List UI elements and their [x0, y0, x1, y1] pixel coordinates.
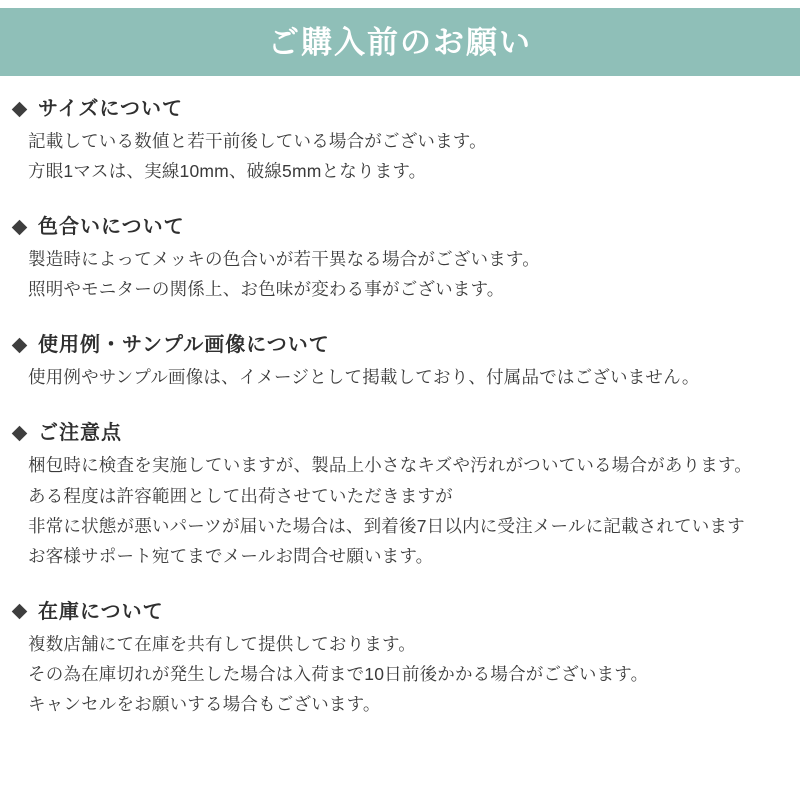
- section-body: [14, 362, 786, 392]
- section-header: [14, 76, 786, 120]
- diamond-bullet-icon: [12, 101, 28, 117]
- body-line: 照明やモニターの関係上、お色味が変わる事がございます。: [28, 279, 505, 300]
- body-line: キャンセルをお願いする場合もございます。: [28, 694, 381, 715]
- body-line: 使用例やサンプル画像は、イメージとして掲載しており、付属品ではございません。: [28, 367, 700, 388]
- section-body: [14, 629, 786, 719]
- body-line: 製造時によってメッキの色合いが若干異なる場合がございます。: [28, 249, 540, 270]
- section-body: [14, 244, 786, 304]
- notice-section: [14, 579, 786, 719]
- diamond-bullet-icon: [12, 426, 28, 442]
- body-line: 複数店舗にて在庫を共有して提供しております。: [28, 633, 416, 654]
- section-title: 在庫について: [38, 600, 164, 623]
- section-title: 使用例・サンプル画像について: [38, 334, 330, 357]
- body-line: 方眼1マスは、実線10mm、破線5mmとなります。: [28, 161, 427, 182]
- section-title: サイズについて: [38, 98, 183, 120]
- section-header: [14, 400, 786, 444]
- body-line: 梱包時に検査を実施していますが、製品上小さなキズや汚れがついている場合があります。: [28, 455, 752, 476]
- section-header: [14, 579, 786, 623]
- section-title: 色合いについて: [38, 216, 185, 239]
- notice-section: [14, 194, 786, 304]
- section-body: [14, 126, 786, 186]
- body-line: お客様サポート宛てまでメールお問合せ願います。: [28, 545, 434, 566]
- body-line: ある程度は許容範囲として出荷させていただきますが: [28, 485, 453, 506]
- body-line: その為在庫切れが発生した場合は入荷まで10日前後かかる場合がございます。: [28, 663, 649, 684]
- page-banner: [0, 8, 800, 76]
- section-title: ご注意点: [38, 422, 122, 445]
- diamond-bullet-icon: [12, 219, 28, 235]
- section-header: [14, 194, 786, 238]
- section-body: [14, 450, 786, 570]
- notice-section: [14, 312, 786, 392]
- page-title: ご購入前のお願い: [268, 24, 532, 60]
- body-line: 非常に状態が悪いパーツが届いた場合は、到着後7日以内に受注メールに記載されています: [28, 515, 745, 536]
- section-header: [14, 312, 786, 356]
- diamond-bullet-icon: [12, 338, 28, 354]
- notice-section: [14, 76, 786, 186]
- diamond-bullet-icon: [12, 604, 28, 620]
- body-line: 記載している数値と若干前後している場合がございます。: [28, 131, 487, 151]
- notice-section: [14, 400, 786, 570]
- notice-sections: [0, 76, 800, 727]
